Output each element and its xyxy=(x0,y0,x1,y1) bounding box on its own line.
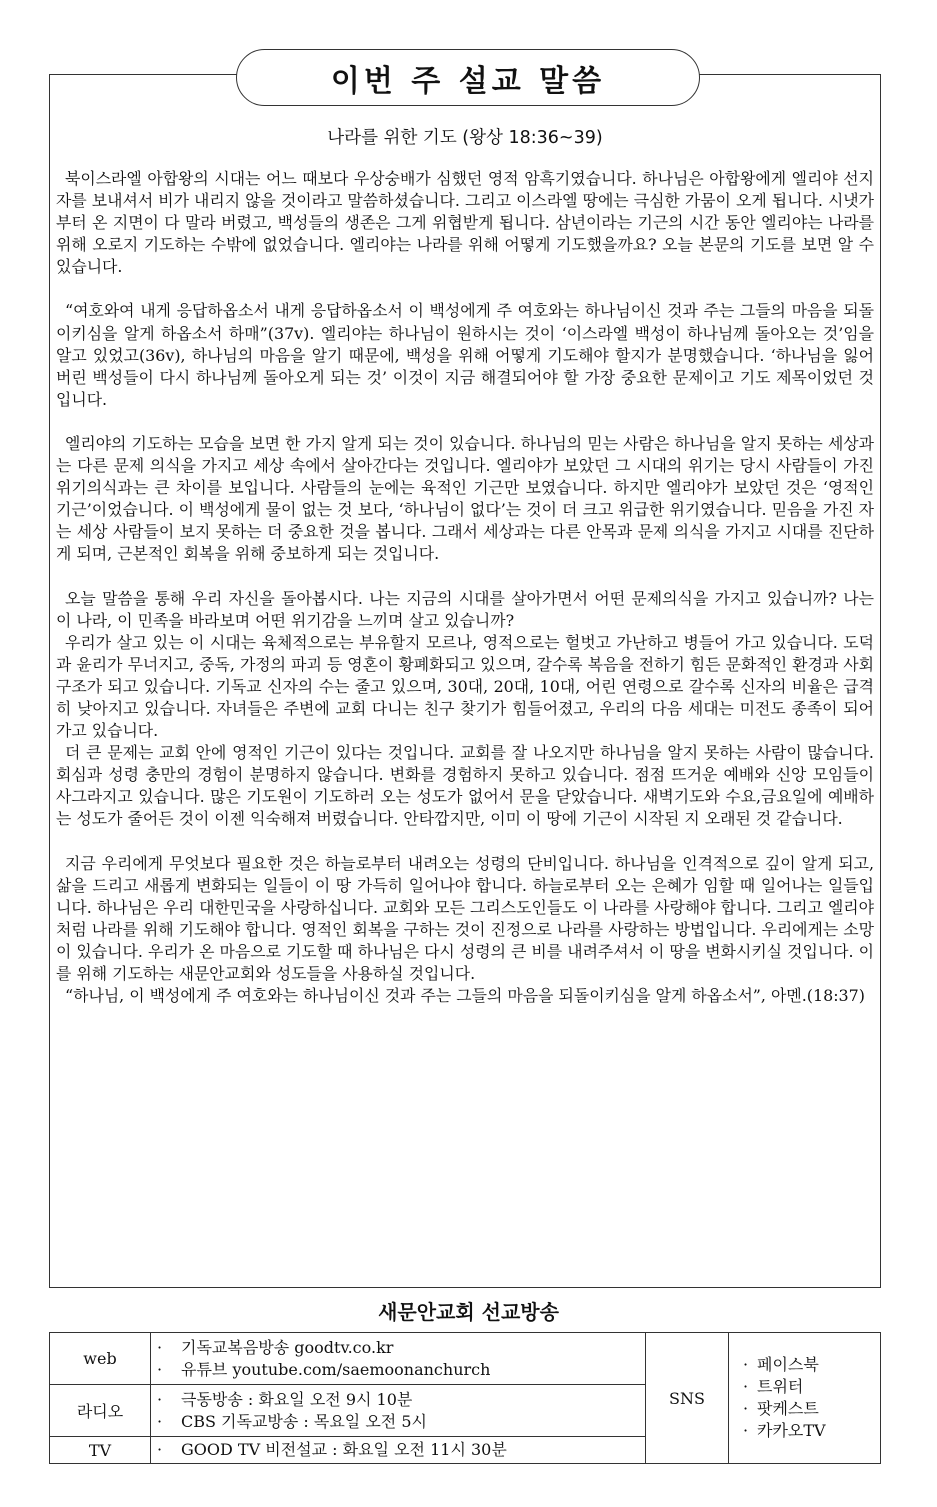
tv-cell xyxy=(151,1437,646,1464)
web-item[interactable]: 기독교복음방송 goodtv.co.kr xyxy=(181,1337,394,1357)
ministry-title: 새문안교회 선교방송 xyxy=(378,1300,559,1324)
bullet: · xyxy=(743,1399,749,1418)
paragraph: 지금 우리에게 무엇보다 필요한 것은 하늘로부터 내려오는 성령의 단비입니다. 하나님을 인격적으로 깊이 알게 되고, 삶을 드리고 새롭게 변화되는 일들이 이 땅 가득히 일어나야 합니다. 하늘로부터 오는 은혜가 임할 때 일어나는 일들입니다. 하나님은 우리 대한민국을 사랑하십니다. 교회와 모든 그리스도인들도 이 나라를 사랑해야 합니다. 그리고 엘리야처럼 나라를 위해 기도해야 합니다. 영적인 회복을 구하는 것이 진정으로 나라를 사랑하는 방법입니다. 우리에게는 소망이 있습니다. 우리가 온 마음으로 기도할 때 하나님은 다시 성령의 큰 비를 내려주셔서 이 땅을 변화시키실 것입니다. 이를 위해 기도하는 새문안교회와 성도들을 사용하실 것입니다. xyxy=(56,853,874,983)
bullet: · xyxy=(743,1377,749,1396)
sns-item: 트위터 xyxy=(757,1377,804,1396)
bullet: · xyxy=(743,1355,749,1374)
sns-item: 카카오TV xyxy=(757,1421,826,1440)
web-cell xyxy=(151,1333,646,1385)
sns-cell xyxy=(729,1333,881,1464)
bullet: · xyxy=(157,1359,163,1379)
table-row xyxy=(50,1333,881,1385)
list-item xyxy=(157,1359,639,1381)
sns-label: SNS xyxy=(646,1333,729,1464)
list-item xyxy=(157,1439,639,1461)
paragraph: 더 큰 문제는 교회 안에 영적인 기근이 있다는 것입니다. 교회를 잘 나오지만 하나님을 알지 못하는 사람이 많습니다. 회심과 성령 충만의 경험이 분명하지 않습니다. 변화를 경험하지 못하고 있습니다. 점점 뜨거운 예배와 신앙 모임들이 사그라지고 있습니다. 많은 기도원이 기도하러 오는 성도가 없어서 문을 닫았습니다. 새벽기도와 수요,금요일에 예배하는 성도가 줄어든 것이 이젠 익숙해져 버렸습니다. 안타깝지만, 이미 이 땅에 기근이 시작된 지 오래된 것 같습니다. xyxy=(56,743,874,829)
list-item xyxy=(743,1376,874,1398)
bullet: · xyxy=(157,1337,163,1357)
list-item xyxy=(743,1354,874,1376)
list-item xyxy=(157,1389,639,1411)
sns-item: 팟케스트 xyxy=(757,1399,819,1418)
paragraph: 우리가 살고 있는 이 시대는 육체적으로는 부유할지 모르나, 영적으로는 헐벗고 가난하고 병들어 가고 있습니다. 도덕과 윤리가 무너지고, 중독, 가정의 파괴 등 영혼이 황폐화되고 있으며, 갈수록 복음을 전하기 힘든 문화적인 환경과 사회구조가 되고 있습니다. 기독교 신자의 수는 줄고 있으며, 30대, 20대, 10대, 어린 연령으로 갈수록 신자의 비율은 급격히 낮아지고 있습니다. 자녀들은 주변에 교회 다니는 친구 찾기가 힘들어졌고, 우리의 다음 세대는 미전도 종족이 되어가고 있습니다. xyxy=(56,632,874,741)
paragraph: “하나님, 이 백성에게 주 여호와는 하나님이신 것과 주는 그들의 마음을 되돌이키심을 알게 하옵소서”, 아멘.(18:37) xyxy=(65,986,865,1006)
web-item[interactable]: 유튜브 youtube.com/saemoonanchurch xyxy=(181,1359,491,1379)
paragraph: 엘리야의 기도하는 모습을 보면 한 가지 알게 되는 것이 있습니다. 하나님의 믿는 사람은 하나님을 알지 못하는 세상과는 다른 문제 의식을 가지고 세상 속에서 살아간다는 것입니다. 엘리야가 보았던 그 시대의 위기는 당시 사람들이 가진 위기의식과는 큰 차이를 보입니다. 사람들의 눈에는 육적인 기근만 보였습니다. 하지만 엘리야가 보았던 것은 ‘영적인 기근’이었습니다. 이 백성에게 물이 없는 것 보다, ‘하나님이 없다’는 것이 더 크고 위급한 위기였습니다. 믿음을 가진 자는 세상 사람들이 보지 못하는 더 중요한 것을 봅니다. 그래서 세상과는 다른 안목과 문제 의식을 가지고 시대를 진단하게 되며, 근본적인 회복을 위해 중보하게 되는 것입니다. xyxy=(56,433,874,564)
page-title: 이번 주 설교 말씀 xyxy=(236,49,700,106)
paragraph: 북이스라엘 아합왕의 시대는 어느 때보다 우상숭배가 심했던 영적 암흑기였습니다. 하나님은 아합왕에게 엘리야 선지자를 보내셔서 비가 내리지 않을 것이라고 말씀하셨습니다. 그리고 이스라엘 땅에는 극심한 가뭄이 오게 됩니다. 시냇가부터 온 지면이 다 말라 버렸고, 백성들의 생존은 그게 위협받게 됩니다. 삼년이라는 기근의 시간 동안 엘리야는 나라를 위해 오로지 기도하는 수밖에 없었습니다. 엘리야는 나라를 위해 어떻게 기도했을까요? 오늘 본문의 기도를 보면 알 수 있습니다. xyxy=(56,169,874,277)
sns-item: 페이스북 xyxy=(757,1355,819,1374)
radio-item: CBS 기독교방송 : 목요일 오전 5시 xyxy=(181,1411,427,1431)
list-item xyxy=(157,1337,639,1359)
tv-item: GOOD TV 비전설교 : 화요일 오전 11시 30분 xyxy=(181,1440,507,1460)
paragraph: 오늘 말씀을 통해 우리 자신을 돌아봅시다. 나는 지금의 시대를 살아가면서 어떤 문제의식을 가지고 있습니까? 나는 이 나라, 이 민족을 바라보며 어떤 위기감을 느끼며 살고 있습니까? xyxy=(56,588,874,630)
sermon-body xyxy=(56,168,874,1007)
bullet: · xyxy=(157,1411,163,1431)
bullet: · xyxy=(743,1421,749,1440)
tv-label: TV xyxy=(50,1437,151,1464)
web-label: web xyxy=(50,1333,151,1385)
paragraph: “여호와여 내게 응답하옵소서 내게 응답하옵소서 이 백성에게 주 여호와는 하나님이신 것과 주는 그들의 마음을 되돌이키심을 알게 하옵소서 하매”(37v). 엘리야는 하나님이 원하시는 것이 ‘이스라엘 백성이 하나님께 돌아오는 것’임을 알고 있었고(36v), 하나님의 마음을 알기 때문에, 백성을 위해 어떻게 기도해야 할지가 분명했습니다. ‘하나님을 잃어버린 백성들이 다시 하나님께 돌아오게 되는 것’ 이것이 지금 해결되어야 할 가장 중요한 문제이고 기도 제목이었던 것입니다. xyxy=(56,301,874,409)
radio-cell xyxy=(151,1385,646,1437)
list-item xyxy=(743,1420,874,1442)
radio-item: 극동방송 : 화요일 오전 9시 10분 xyxy=(181,1389,413,1409)
list-item xyxy=(743,1398,874,1420)
radio-label: 라디오 xyxy=(50,1385,151,1437)
bullet: · xyxy=(157,1389,163,1409)
bullet: · xyxy=(157,1440,163,1460)
broadcast-table xyxy=(49,1332,881,1464)
sermon-subtitle: 나라를 위한 기도 (왕상 18:36~39) xyxy=(327,128,603,148)
list-item xyxy=(157,1411,639,1433)
